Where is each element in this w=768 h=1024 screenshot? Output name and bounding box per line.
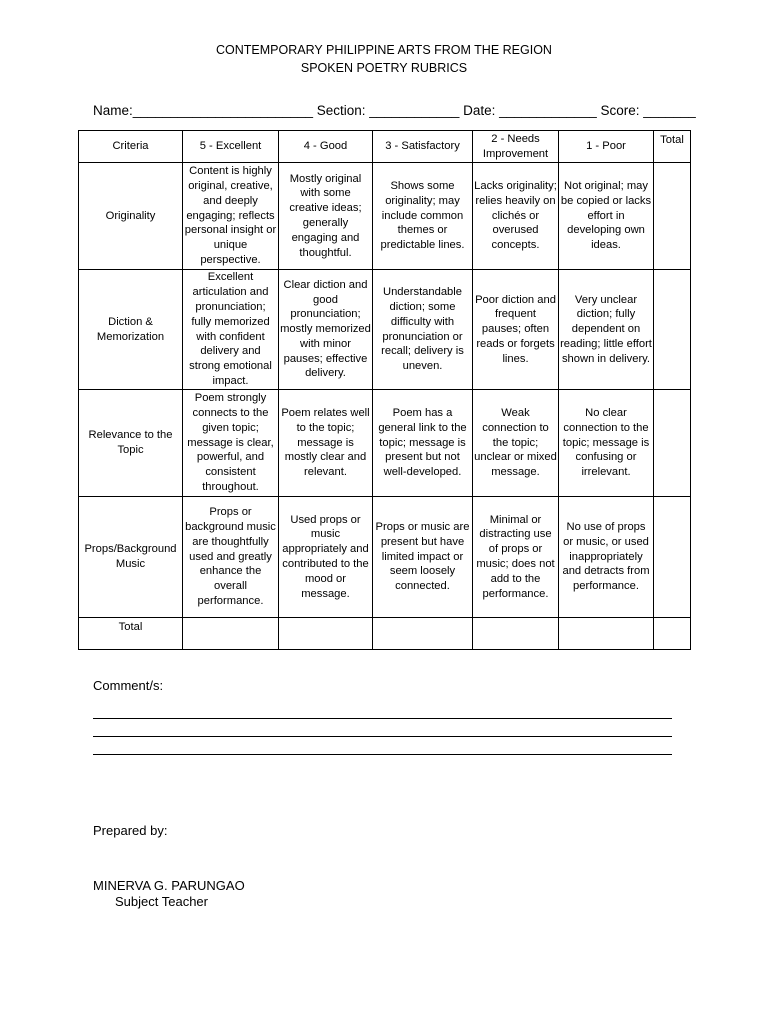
student-info-line: Name:________________________ Section: ____________ Date: _____________ Score: _______ — [93, 103, 696, 118]
header-criteria: Criteria — [79, 131, 183, 163]
document-subtitle: SPOKEN POETRY RUBRICS — [300, 61, 468, 75]
criteria-cell: Props/Background Music — [79, 497, 183, 618]
total-cell — [654, 390, 691, 497]
descriptor-cell: Clear diction and good pronunciation; mostly memorized with minor pauses; effective delivery. — [279, 270, 373, 390]
header-needs-improvement: 2 - Needs Improvement — [473, 131, 559, 163]
header-satisfactory: 3 - Satisfactory — [373, 131, 473, 163]
criteria-cell: Originality — [79, 163, 183, 270]
descriptor-cell: Poem has a general link to the topic; message is present but not well-developed. — [373, 390, 473, 497]
descriptor-cell: No clear connection to the topic; message is confusing or irrelevant. — [559, 390, 654, 497]
descriptor-cell: Excellent articulation and pronunciation; fully memorized with confident delivery and strong emotional impact. — [183, 270, 279, 390]
descriptor-cell: No use of props or music, or used inappropriately and detracts from performance. — [559, 497, 654, 618]
total-cell — [654, 270, 691, 390]
header-total: Total — [654, 131, 691, 163]
header-poor: 1 - Poor — [559, 131, 654, 163]
total-cell — [559, 618, 654, 650]
descriptor-cell: Lacks originality; relies heavily on clichés or overused concepts. — [473, 163, 559, 270]
descriptor-cell: Poem relates well to the topic; message is mostly clear and relevant. — [279, 390, 373, 497]
total-cell — [654, 618, 691, 650]
descriptor-cell: Not original; may be copied or lacks effort in developing own ideas. — [559, 163, 654, 270]
table-row — [79, 390, 691, 497]
table-total-row — [79, 618, 691, 650]
comments-label: Comment/s: — [93, 678, 164, 693]
descriptor-cell: Understandable diction; some difficulty with pronunciation or recall; delivery is uneven. — [373, 270, 473, 390]
teacher-role: Subject Teacher — [115, 894, 208, 909]
prepared-by-label: Prepared by: — [93, 823, 168, 838]
table-row — [79, 163, 691, 270]
header-good: 4 - Good — [279, 131, 373, 163]
descriptor-cell: Minimal or distracting use of props or music; does not add to the performance. — [473, 497, 559, 618]
table-row — [79, 497, 691, 618]
total-cell — [654, 163, 691, 270]
total-cell — [183, 618, 279, 650]
descriptor-cell: Shows some originality; may include common themes or predictable lines. — [373, 163, 473, 270]
table-row — [79, 270, 691, 390]
descriptor-cell: Poor diction and frequent pauses; often reads or forgets lines. — [473, 270, 559, 390]
descriptor-cell: Props or music are present but have limited impact or seem loosely connected. — [373, 497, 473, 618]
descriptor-cell: Very unclear diction; fully dependent on reading; little effort shown in delivery. — [559, 270, 654, 390]
descriptor-cell: Props or background music are thoughtfully used and greatly enhance the overall performance. — [183, 497, 279, 618]
total-cell — [279, 618, 373, 650]
teacher-name: MINERVA G. PARUNGAO — [93, 878, 245, 893]
descriptor-cell: Poem strongly connects to the given topic; message is clear, powerful, and consistent throughout. — [183, 390, 279, 497]
descriptor-cell: Mostly original with some creative ideas; generally engaging and thoughtful. — [279, 163, 373, 270]
document-title: CONTEMPORARY PHILIPPINE ARTS FROM THE REGION — [216, 43, 552, 57]
comment-line — [93, 754, 672, 755]
total-cell — [473, 618, 559, 650]
descriptor-cell: Used props or music appropriately and contributed to the mood or message. — [279, 497, 373, 618]
criteria-cell: Diction & Memorization — [79, 270, 183, 390]
comment-line — [93, 736, 672, 737]
total-cell — [373, 618, 473, 650]
descriptor-cell: Content is highly original, creative, and deeply engaging; reflects personal insight or unique perspective. — [183, 163, 279, 270]
criteria-cell: Relevance to the Topic — [79, 390, 183, 497]
table-header-row — [79, 131, 691, 163]
total-cell — [654, 497, 691, 618]
total-row-label: Total — [79, 618, 183, 650]
header-excellent: 5 - Excellent — [183, 131, 279, 163]
descriptor-cell: Weak connection to the topic; unclear or mixed message. — [473, 390, 559, 497]
rubric-table — [78, 130, 691, 650]
comment-line — [93, 718, 672, 719]
